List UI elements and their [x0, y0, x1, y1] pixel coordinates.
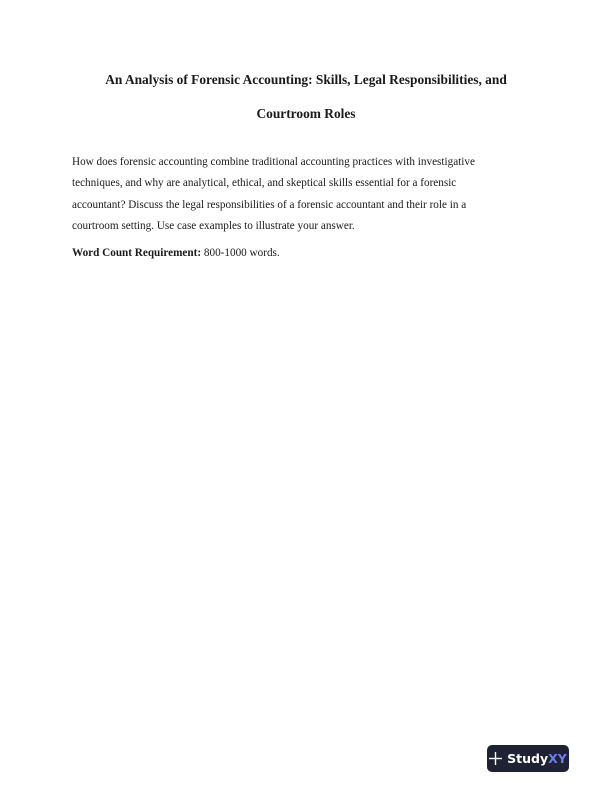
question-paragraph	[72, 152, 542, 238]
page-title-line-1: An Analysis of Forensic Accounting: Skills, Legal Responsibilities, and	[105, 72, 507, 87]
question-line: techniques, and why are analytical, ethical, and skeptical skills essential for a forensic	[72, 177, 457, 190]
page-title-line-2: Courtroom Roles	[256, 106, 356, 121]
logo-text-study: Study	[507, 751, 549, 766]
question-line: How does forensic accounting combine traditional accounting practices with investigative	[72, 156, 475, 168]
word-count-label: Word Count Requirement:	[72, 247, 202, 259]
logo-text-xy: XY	[548, 751, 567, 766]
question-line: accountant? Discuss the legal responsibilities of a forensic accountant and their role in a	[72, 198, 467, 211]
logo-text	[507, 751, 567, 766]
word-count-requirement	[72, 245, 280, 261]
studyxy-logo-badge[interactable]	[487, 745, 569, 772]
plus-icon	[489, 752, 502, 765]
word-count-value: 800-1000 words.	[203, 247, 280, 259]
question-line: courtroom setting. Use case examples to illustrate your answer.	[72, 220, 355, 233]
